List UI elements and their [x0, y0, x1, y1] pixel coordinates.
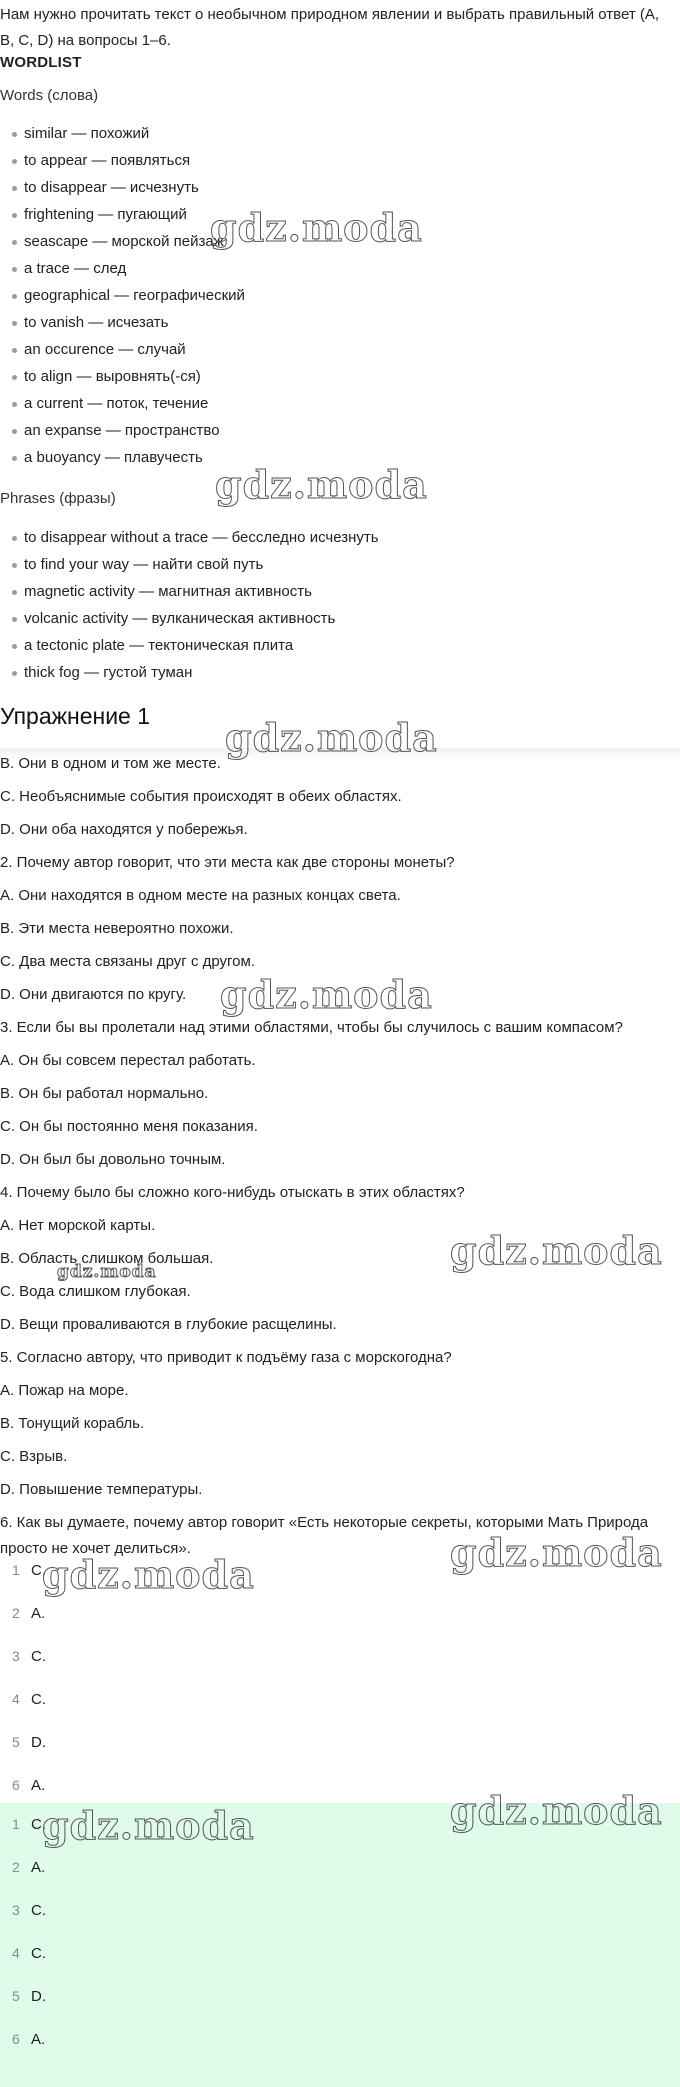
list-item: to disappear — исчезнуть [0, 174, 245, 201]
question-line: A. Пожар на море. [0, 1382, 129, 1399]
answer-row: 2 A. [12, 1859, 46, 1876]
watermark: gdz.moda [450, 1228, 663, 1273]
answer-row: 3 C. [12, 1902, 46, 1919]
question-6: 6. Как вы думаете, почему автор говорит «Есть некоторые секреты, которыми Мать Природа просто не хочет делиться». [0, 1514, 649, 1557]
bullet-icon [12, 375, 17, 380]
question-line: B. Эти места невероятно похожи. [0, 920, 234, 937]
watermark: gdz.moda [215, 462, 428, 507]
bullet-icon [12, 213, 17, 218]
bullet-icon [12, 563, 17, 568]
list-item: to vanish — исчезать [0, 309, 245, 336]
question-line: 2. Почему автор говорит, что эти места как две стороны монеты? [0, 854, 455, 871]
question-line: B. Область слишком большая. [0, 1250, 214, 1267]
list-item: geographical — географический [0, 282, 245, 309]
watermark: gdz.moda [220, 972, 433, 1017]
words-heading: Words (слова) [0, 87, 99, 104]
list-item: to align — выровнять(-ся) [0, 363, 245, 390]
wordlist-heading: WORDLIST [0, 54, 82, 71]
question-line: D. Он был бы довольно точным. [0, 1151, 226, 1168]
question-line: A. Он бы совсем перестал работать. [0, 1052, 256, 1069]
list-item: frightening — пугающий [0, 201, 245, 228]
answer-row: 1 C. [12, 1816, 46, 1833]
words-list [0, 120, 245, 471]
list-item: to find your way — найти свой путь [0, 551, 379, 578]
bullet-icon [12, 590, 17, 595]
list-item: a tectonic plate — тектоническая плита [0, 632, 379, 659]
bullet-icon [12, 267, 17, 272]
bullet-icon [12, 402, 17, 407]
watermark: gdz.moda [450, 1530, 663, 1575]
bullet-icon [12, 186, 17, 191]
list-item: to disappear without a trace — бесследно исчезнуть [0, 524, 379, 551]
answer-row: 3 C. [12, 1648, 46, 1665]
answer-row: 5 D. [12, 1734, 46, 1751]
list-item: to appear — появляться [0, 147, 245, 174]
list-item: an expanse — пространство [0, 417, 245, 444]
answer-row: 4 C. [12, 1691, 46, 1708]
list-item: a buoyancy — плавучесть [0, 444, 245, 471]
list-item: magnetic activity — магнитная активность [0, 578, 379, 605]
watermark: gdz.moda [57, 1262, 157, 1282]
phrases-list [0, 524, 379, 686]
question-line: B. Они в одном и том же месте. [0, 755, 221, 772]
question-line: C. Необъяснимые события происходят в обеих областях. [0, 788, 402, 805]
bullet-icon [12, 617, 17, 622]
question-line: D. Они двигаются по кругу. [0, 986, 187, 1003]
answer-row: 1 C. [12, 1562, 46, 1579]
bullet-icon [12, 348, 17, 353]
bullet-icon [12, 429, 17, 434]
list-item: an occurence — случай [0, 336, 245, 363]
answer-row: 6 A. [12, 1777, 46, 1794]
questions-list [0, 747, 676, 1562]
question-line: C. Взрыв. [0, 1448, 68, 1465]
bullet-icon [12, 132, 17, 137]
question-line: B. Он бы работал нормально. [0, 1085, 209, 1102]
bullet-icon [12, 671, 17, 676]
answer-row: 2 A. [12, 1605, 46, 1622]
answer-row: 4 C. [12, 1945, 46, 1962]
question-line: C. Два места связаны друг с другом. [0, 953, 255, 970]
watermark: gdz.moda [225, 715, 438, 760]
bullet-icon [12, 294, 17, 299]
question-line: C. Он бы постоянно меня показания. [0, 1118, 258, 1135]
list-item: volcanic activity — вулканическая активность [0, 605, 379, 632]
exercise-title: Упражнение 1 [0, 703, 151, 729]
watermark: gdz.moda [42, 1552, 255, 1597]
answers-list [0, 1549, 680, 1807]
bullet-icon [12, 321, 17, 326]
question-line: D. Они оба находятся у побережья. [0, 821, 248, 838]
bullet-icon [12, 159, 17, 164]
answers-highlighted [0, 1803, 680, 2087]
answer-row: 5 D. [12, 1988, 46, 2005]
bullet-icon [12, 536, 17, 541]
list-item: seascape — морской пейзаж [0, 228, 245, 255]
bullet-icon [12, 644, 17, 649]
intro-text: Нам нужно прочитать текст о необычном природном явлении и выбрать правильный ответ (A, B, C, D) на вопросы 1–6. [0, 6, 660, 49]
question-line: 5. Согласно автору, что приводит к подъёму газа с морскогодна? [0, 1349, 452, 1366]
phrases-heading: Phrases (фразы) [0, 490, 116, 507]
question-line: C. Вода слишком глубокая. [0, 1283, 191, 1300]
list-item: thick fog — густой туман [0, 659, 379, 686]
list-item: a current — поток, течение [0, 390, 245, 417]
list-item: similar — похожий [0, 120, 245, 147]
list-item: a trace — след [0, 255, 245, 282]
question-line: D. Вещи проваливаются в глубокие расщелины. [0, 1316, 337, 1333]
question-line: 3. Если бы вы пролетали над этими областями, чтобы бы случилось с вашим компасом? [0, 1019, 623, 1036]
question-line: A. Нет морской карты. [0, 1217, 156, 1234]
question-line: A. Они находятся в одном месте на разных концах света. [0, 887, 401, 904]
answer-row: 6 A. [12, 2031, 46, 2048]
watermark: gdz.moda [210, 205, 423, 250]
bullet-icon [12, 240, 17, 245]
question-line: D. Повышение температуры. [0, 1481, 203, 1498]
question-line: 4. Почему было бы сложно кого-нибудь отыскать в этих областях? [0, 1184, 465, 1201]
question-line: B. Тонущий корабль. [0, 1415, 145, 1432]
bullet-icon [12, 456, 17, 461]
